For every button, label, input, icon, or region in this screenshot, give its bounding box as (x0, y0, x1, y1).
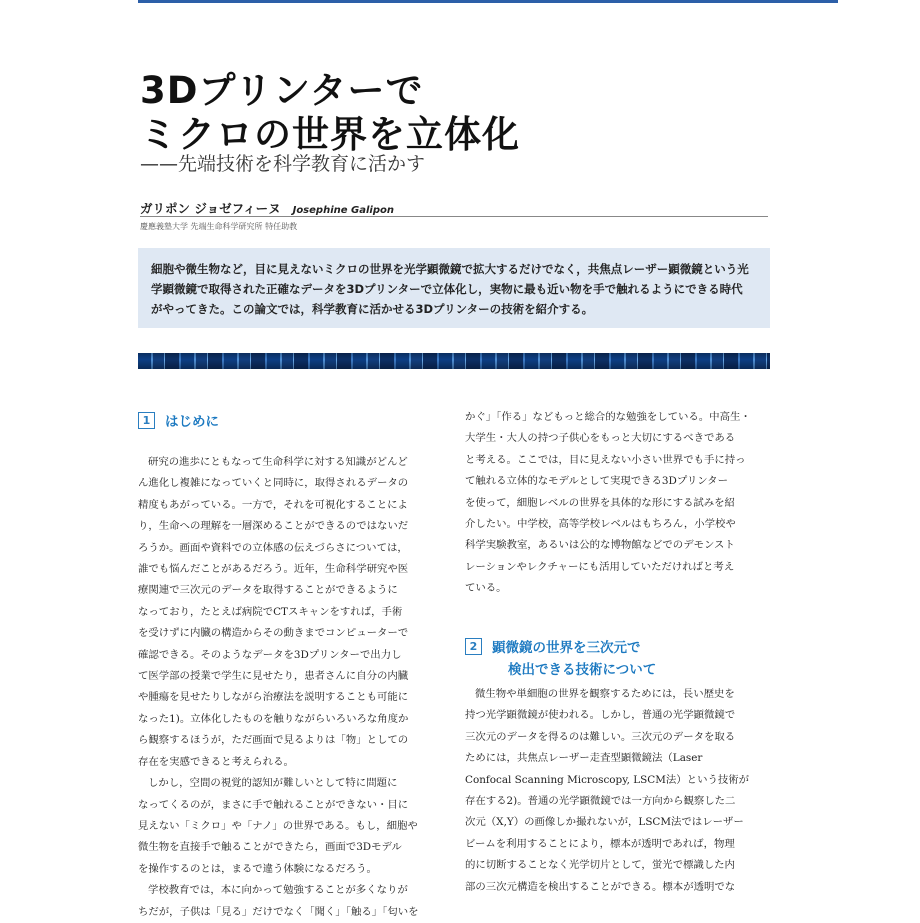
text-line: 精度もあがっている。一方で，それを可視化することによ (138, 498, 408, 511)
abstract-line: がやってきた。この論文では，科学教育に活かせる3Dプリンターの技術を紹介する。 (151, 302, 594, 316)
text-line: 持つ光学顕微鏡が使われる。しかし，普通の光学顕微鏡で (465, 709, 736, 722)
text-line: 存在する2)。普通の光学顕微鏡では一方向から観察した二 (465, 795, 736, 808)
text-line: 確認できる。そのようなデータを3Dプリンターで出力し (138, 648, 402, 661)
text-line: 微生物を直接手で触ることができたら，画面で3Dモデル (138, 841, 402, 854)
author-divider (140, 216, 768, 217)
page-title-line-2: ミクロの世界を立体化 (140, 113, 520, 156)
top-rule (138, 0, 838, 3)
text-line: ら観察するほうが，ただ画面で見るよりは「物」としての (138, 734, 409, 747)
section-title-line: 顕微鏡の世界を三次元で (492, 640, 641, 656)
text-line: 微生物や単細胞の世界を観察するためには，長い歴史を (475, 688, 735, 700)
text-line: 科学実験教室，あるいは公的な博物館などでのデモンスト (465, 539, 735, 552)
page-title-line-1: 3Dプリンターで (140, 69, 424, 112)
section-number-badge: 2 (465, 638, 482, 655)
abstract-line: 細胞や微生物など，目に見えないミクロの世界を光学顕微鏡で拡大するだけでなく，共焦点レーザー顕微鏡という光 (151, 262, 749, 276)
text-line: 介したい。中学校，高等学校レベルはもちろん，小学校や (465, 518, 736, 531)
text-line: て医学部の授業で学生に見せたり，患者さんに自分の内臓 (138, 670, 409, 683)
section-1-title (165, 411, 219, 433)
subtitle: ——先端技術を科学教育に活かす (140, 153, 426, 175)
text-line: なっており，たとえば病院でCTスキャンをすれば，手術 (138, 605, 403, 618)
text-line: 見えない「ミクロ」や「ナノ」の世界である。もし，細胞や (138, 819, 418, 832)
text-line: かぐ」「作る」などもっと総合的な勉強をしている。中高生・ (465, 411, 751, 423)
text-line: 学校教育では，本に向かって勉強することが多くなりが (148, 884, 408, 897)
decorative-banner (138, 353, 770, 369)
text-line: ためには，共焦点レーザー走査型顕微鏡法（Laser (465, 752, 703, 765)
text-line: り，生命への理解を一層深めることができるのではないだ (138, 520, 409, 533)
right-column-text-bottom (465, 684, 775, 898)
text-line: を操作するのとは，まるで違う体験になるだろう。 (138, 862, 377, 875)
text-line: 次元（X,Y）の画像しか撮れないが，LSCM法ではレーザー (465, 816, 744, 829)
text-line: ている。 (465, 582, 507, 595)
section-number-badge: 1 (138, 412, 155, 429)
left-column-text (138, 452, 448, 923)
abstract-box (138, 248, 770, 328)
text-line: しかし，空間の視覚的認知が難しいとして特に問題に (148, 777, 398, 790)
text-line: ん進化し複雑になっていくと同時に，取得されるデータの (138, 477, 409, 490)
section-2-heading (465, 637, 656, 681)
abstract-line: 学顕微鏡で取得された正確なデータを3Dプリンターで立体化し，実物に最も近い物を手で触れるようにできる時代 (151, 282, 743, 296)
right-column-text-top (465, 407, 775, 600)
author-name-jp: ガリポン ジョゼフィーヌ (140, 201, 281, 216)
text-line: 研究の進歩にともなって生命科学に対する知識がどんど (148, 456, 408, 468)
text-line: ろうか。画面や資料での立体感の伝えづらさについては， (138, 541, 408, 554)
text-line: 存在を実感できると考えられる。 (138, 755, 294, 768)
text-line: 誰でも悩んだことがあるだろう。近年，生命科学研究や医 (138, 563, 409, 576)
section-2-title (492, 637, 656, 681)
section-1-heading (138, 411, 219, 433)
author-row (140, 199, 394, 217)
text-line: 療関連で三次元のデータを取得することができるように (138, 584, 398, 597)
text-line: や腫瘍を見せたりしながら治療法を説明することも可能に (138, 691, 409, 704)
text-line: 部の三次元構造を検出することができる。標本が透明でな (465, 880, 736, 893)
text-line: 大学生・大人の持つ子供心をもっと大切にするべきである (465, 432, 736, 445)
text-line: なった1)。立体化したものを触りながらいろいろな角度か (138, 712, 409, 725)
section-title-line: 検出できる技術について (508, 662, 657, 678)
text-line: と考える。ここでは，目に見えない小さい世界でも手に持っ (465, 453, 746, 466)
text-line: 的に切断することなく光学切片として，蛍光で標識した内 (465, 859, 735, 872)
section-title-line: はじめに (165, 414, 219, 430)
author-name-en: Josephine Galipon (292, 205, 394, 216)
text-line: ちだが，子供は「見る」だけでなく「聞く」「触る」「匂いを (138, 905, 419, 918)
text-line: なってくるのが，まさに手で触れることができない・目に (138, 798, 409, 811)
text-line: Confocal Scanning Microscopy, LSCM法）という技術が (465, 773, 750, 786)
text-line: レーションやレクチャーにも活用していただければと考え (465, 560, 735, 573)
text-line: 三次元のデータを得るのは難しい。三次元のデータを取る (465, 730, 736, 743)
author-affiliation: 慶應義塾大学 先端生命科学研究所 特任助教 (140, 222, 298, 231)
text-line: ビームを利用することにより，標本が透明であれば，物理 (465, 837, 735, 850)
text-line: て触れる立体的なモデルとして実現できる3Dプリンター (465, 475, 728, 488)
text-line: を受けずに内臓の構造からその動きまでコンピューターで (138, 627, 409, 640)
text-line: を使って，細胞レベルの世界を具体的な形にする試みを紹 (465, 496, 735, 509)
